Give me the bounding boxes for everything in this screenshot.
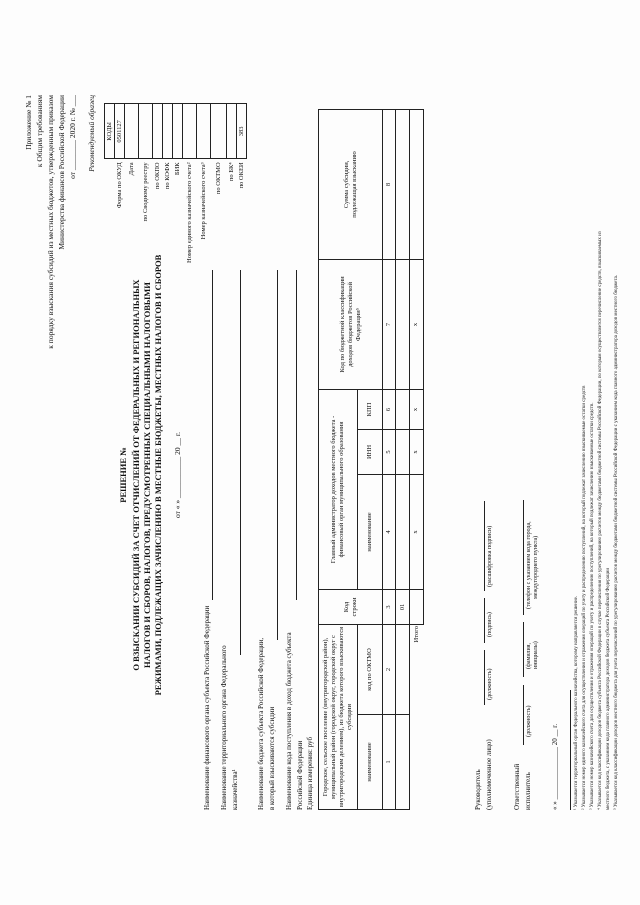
num-8: 8 — [383, 109, 396, 259]
num-5: 5 — [383, 429, 396, 474]
income-label-2: Российской Федерации — [296, 740, 304, 810]
exec-phone-caption-1: (телефон с указанием кода города, — [526, 521, 532, 609]
decision-date: от « » ___________ 20 __ г. — [173, 431, 182, 519]
footnote-4: ⁴ Указывается код классификации доходов бюджета субъекта Российской Федерации в случае перечисления по урегулированию расчетов между бюджетами бюджетной системы Российской Федерации, по которым осуществляется перечисление средств, взыскиваемых из — [598, 231, 603, 810]
footnote-2: ² Указывается номер единого казначейского счета для осуществления и отражения операций по учету и распределению поступлений, на который подлежат зачислению взыскиваемые остатки средств — [582, 385, 587, 810]
head-signature-line[interactable] — [484, 598, 485, 643]
col-name-header: наименование — [358, 715, 383, 810]
date-code[interactable] — [125, 104, 139, 159]
subsidy-table — [318, 109, 424, 810]
num-1: 1 — [383, 715, 396, 810]
single-account-code[interactable] — [183, 104, 197, 159]
head-decode-caption: (расшифровка подписи) — [487, 525, 493, 587]
terr-org-label-1: Наименование территориального органа Федерального — [220, 645, 228, 810]
bik-label: БИК — [174, 162, 181, 176]
cell-sum[interactable] — [396, 109, 410, 259]
bik-code[interactable] — [173, 104, 183, 159]
title-line-2: НАЛОГОВ И СБОРОВ, НАЛОГОВ, ПРЕДУСМОТРЕННЫХ СПЕЦИАЛЬНЫМИ НАЛОГОВЫМИ — [142, 282, 152, 668]
total-sum[interactable] — [410, 109, 424, 259]
signature-date: « » _______________ 20 __ г. — [551, 723, 559, 810]
num-7: 7 — [383, 259, 396, 389]
table-total-row — [410, 109, 424, 809]
treasury-account-code[interactable] — [197, 104, 211, 159]
footnote-3: ³ Указывается номер казначейского счета для осуществления и отражения операций по учету и распределению поступлений, на который подлежат зачислению взыскиваемые остатки средств. — [590, 402, 595, 810]
income-label-1: Наименование кода поступления в доход бюджета субъекта — [285, 632, 293, 810]
svod-code[interactable] — [139, 104, 153, 159]
okpo-code[interactable] — [153, 104, 163, 159]
appendix-label: Приложение № 1 — [24, 95, 33, 150]
head-sub-label: (уполномоченное лицо) — [485, 739, 493, 810]
col-row-code-header: Код строки — [319, 589, 383, 624]
cell-kbk[interactable] — [396, 259, 410, 389]
col-admin-name-header: наименование — [358, 474, 383, 589]
footnote-5: ⁵ Указывается код классификации доходов местного бюджета для учета перечислений по урегулированию расчетов между бюджетами бюджетной системы Российской Федерации с указанием кода главного администратора доходов местного бюджета. — [614, 274, 619, 810]
terr-org-label-2: казначейства¹ — [231, 769, 239, 810]
num-3: 3 — [383, 589, 396, 624]
footnote-1: ¹ Указывается территориальный орган Федерального казначейства, которому направляется решение. — [574, 595, 579, 810]
head-position-line[interactable] — [484, 650, 485, 705]
title-line-1: О ВЗЫСКАНИИ СУБСИДИЙ ЗА СЧЕТ ОТЧИСЛЕНИЙ ОТ ФЕДЕРАЛЬНЫХ И РЕГИОНАЛЬНЫХ — [131, 279, 141, 671]
ministry-label: Министерства финансов Российской Федерации — [57, 95, 66, 250]
terr-org-line[interactable] — [240, 270, 241, 655]
title-line-3: РЕЖИМАМИ, ПОДЛЕЖАЩИХ ЗАЧИСЛЕНИЮ В МЕСТНЫЕ БЮДЖЕТЫ, МЕСТНЫХ НАЛОГОВ И СБОРОВ — [153, 254, 163, 696]
exec-label-2: исполнитель — [524, 772, 532, 810]
exec-phone-caption-2: междугороднего пункта) — [533, 535, 539, 599]
exec-name-line[interactable] — [523, 622, 524, 677]
income-line[interactable] — [296, 270, 297, 600]
exec-position-caption: (должность) — [526, 705, 532, 737]
requirements-label: к Общим требованиям — [35, 95, 44, 168]
col-oktmo-header: код по ОКТМО — [358, 624, 383, 714]
exec-phone-line[interactable] — [523, 500, 524, 615]
fin-org-label: Наименование финансового органа субъекта Российской Федерации — [203, 605, 211, 810]
decision-number: РЕШЕНИЕ № — [118, 447, 128, 503]
budget-line[interactable] — [277, 270, 278, 640]
order-date: от ________ 2020 г. № ___ — [68, 95, 77, 179]
col-kpp-header: КПП — [358, 389, 383, 429]
num-6: 6 — [383, 389, 396, 429]
col-kbk-header: Код по бюджетной классификации доходов бюджетов Российской Федерации⁵ — [319, 259, 383, 389]
num-4: 4 — [383, 474, 396, 589]
oktmo-label: по ОКТМО — [215, 162, 222, 195]
col-admin-header: Главный администратор доходов местного бюджета - финансовый орган муниципального образования — [319, 389, 358, 589]
okei-label: по ОКЕИ — [238, 162, 245, 189]
cell-row-code: 01 — [396, 589, 410, 624]
form-code: 0501127 — [115, 104, 125, 159]
num-2: 2 — [383, 624, 396, 714]
head-signature-caption: (подпись) — [487, 612, 493, 637]
treasury-account-label: Номер казначейского счета³ — [200, 162, 207, 240]
total-row-code — [410, 589, 424, 624]
table-row — [396, 109, 410, 809]
cell-inn[interactable] — [396, 429, 410, 474]
single-account-label: Номер единого казначейского счета² — [186, 162, 193, 263]
exec-name-caption-2: инициалы) — [533, 641, 539, 669]
bk-code[interactable] — [227, 104, 237, 159]
order-label: к порядку взыскания субсидий из местных бюджетов, утвержденным приказом — [46, 95, 55, 349]
exec-position-line[interactable] — [523, 685, 524, 745]
okei-code: 383 — [237, 104, 247, 159]
unit-label: Единица измерения: руб — [306, 736, 314, 810]
footnote-divider — [570, 690, 571, 810]
footnote-4-cont: местного бюджета, с указанием кода главного администратора доходов бюджета субъекта Российской Федерации — [606, 567, 611, 810]
total-x-3: x — [410, 389, 424, 429]
head-position-caption: (должность) — [487, 668, 493, 700]
kofk-code[interactable] — [163, 104, 173, 159]
total-x-1: x — [410, 474, 424, 589]
recommended-label: Рекомендуемый образец — [87, 95, 96, 172]
fin-org-line[interactable] — [212, 270, 213, 600]
exec-name-caption-1: (фамилия, — [526, 642, 532, 669]
kofk-label: по КОФК — [164, 162, 171, 190]
cell-admin-name[interactable] — [396, 474, 410, 589]
col-city-header: Городское, сельское поселение (внутригородской район), муниципальный район (городской округ, городской округ с внутригородским делением), из бюджета которого взыскиваются субсидии — [319, 624, 358, 809]
codes-table — [104, 103, 247, 265]
okpo-label: по ОКПО — [154, 162, 161, 190]
cell-name[interactable] — [396, 715, 410, 810]
svod-label: по Сводному реестру — [142, 162, 149, 222]
cell-kpp[interactable] — [396, 389, 410, 429]
head-decode-line[interactable] — [484, 501, 485, 591]
cell-oktmo[interactable] — [396, 624, 410, 714]
col-inn-header: ИНН — [358, 429, 383, 474]
codes-head: КОДЫ — [105, 104, 115, 159]
bk-label: по БК⁴ — [228, 162, 235, 182]
budget-label-1: Наименование бюджета субъекта Российской Федерации, — [257, 637, 265, 810]
total-x-2: x — [410, 429, 424, 474]
form-label: Форма по ОКУД — [116, 162, 123, 209]
date-label: Дата — [128, 162, 135, 176]
budget-label-2: в который взыскиваются субсидии — [268, 706, 276, 810]
col-sum-header: Сумма субсидии, подлежащая взысканию — [319, 109, 383, 259]
total-x-4: x — [410, 259, 424, 389]
total-label: Итого — [412, 625, 420, 643]
oktmo-code[interactable] — [211, 104, 227, 159]
head-label: Руководитель — [474, 769, 482, 810]
exec-label-1: Ответственный — [513, 763, 521, 810]
